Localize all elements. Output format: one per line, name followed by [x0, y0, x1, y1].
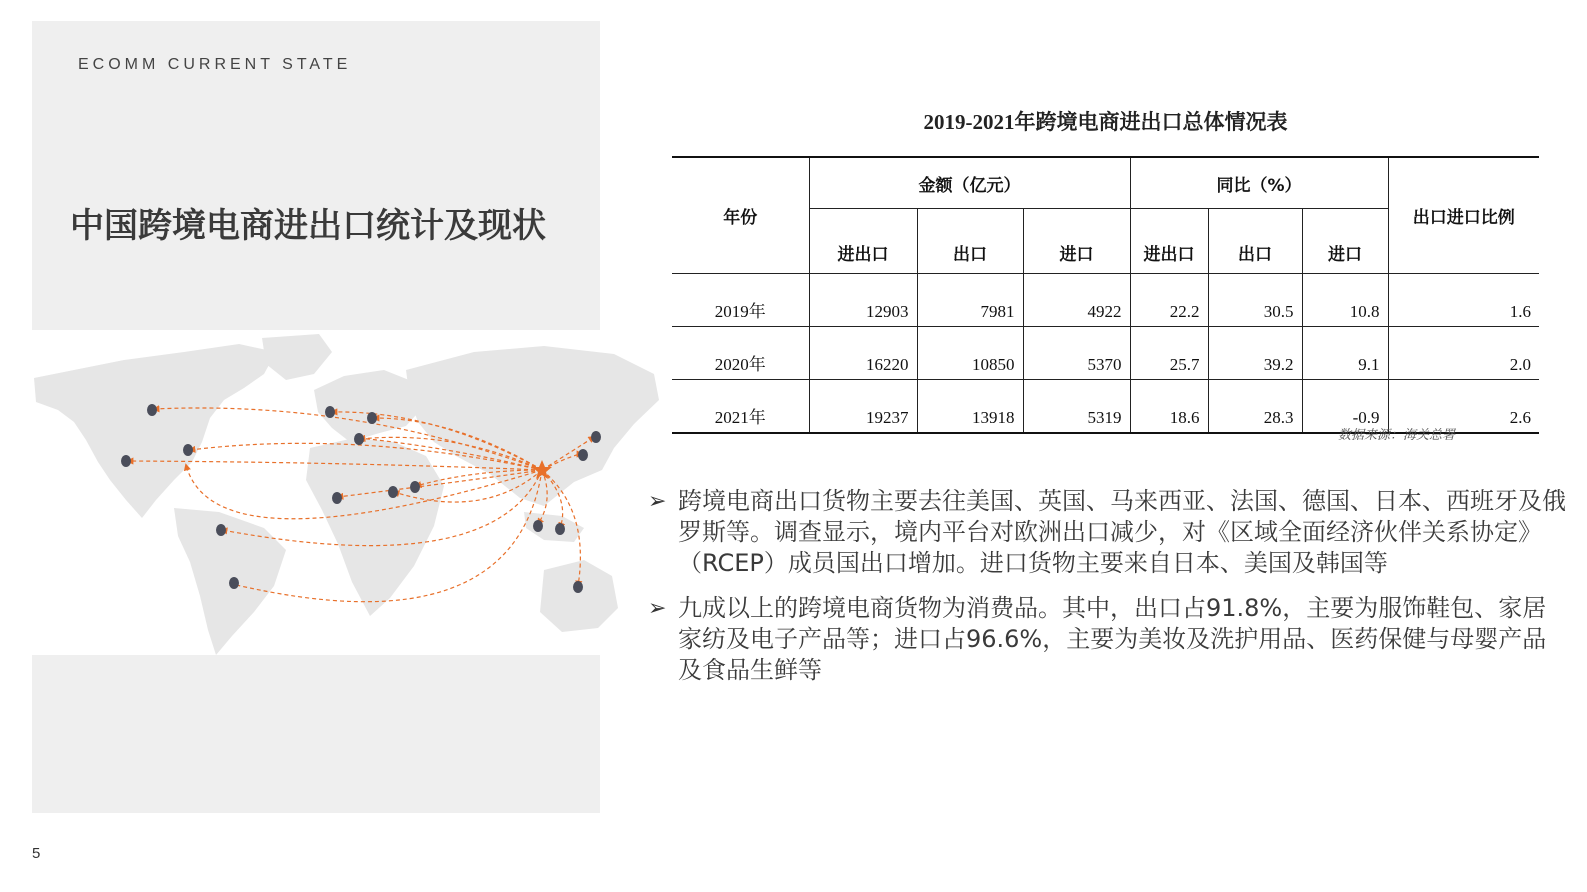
- header-amount-import: 进口: [1023, 209, 1130, 274]
- header-ratio: 出口进口比例: [1388, 157, 1539, 274]
- cell-export: 13918: [917, 380, 1023, 434]
- cell-total: 12903: [809, 274, 917, 327]
- cell-import: 5370: [1023, 327, 1130, 380]
- bottom-panel: [32, 655, 600, 813]
- cell-ratio: 1.6: [1388, 274, 1539, 327]
- cell-year: 2020年: [672, 327, 809, 380]
- cell-total: 19237: [809, 380, 917, 434]
- cell-import: 4922: [1023, 274, 1130, 327]
- australia: [540, 560, 618, 632]
- header-yoy-import: 进口: [1302, 209, 1388, 274]
- cell-yoy-total: 18.6: [1130, 380, 1208, 434]
- cell-import: 5319: [1023, 380, 1130, 434]
- bullet-text: 跨境电商出口货物主要去往美国、英国、马来西亚、法国、德国、日本、西班牙及俄罗斯等。调查显示，境内平台对欧洲出口减少，对《区域全面经济伙伴关系协定》（RCEP）成员国出口增加。进口货物主要来自日本、美国及韩国等: [678, 487, 1566, 577]
- table-title: 2019-2021年跨境电商进出口总体情况表: [923, 110, 1288, 134]
- cell-year: 2021年: [672, 380, 809, 434]
- cell-ratio: 2.0: [1388, 327, 1539, 380]
- section-kicker: ECOMM CURRENT STATE: [78, 56, 352, 73]
- cell-year: 2019年: [672, 274, 809, 327]
- continents: [34, 334, 659, 655]
- header-yoy-export: 出口: [1208, 209, 1302, 274]
- page-title: 中国跨境电商进出口统计及现状: [70, 206, 546, 246]
- world-trade-map: [14, 330, 667, 655]
- header-amount-export: 出口: [917, 209, 1023, 274]
- cell-yoy-export: 28.3: [1208, 380, 1302, 434]
- header-year: 年份: [672, 157, 809, 274]
- cell-yoy-export: 39.2: [1208, 327, 1302, 380]
- list-item: [648, 486, 1568, 579]
- header-amount-total: 进出口: [809, 209, 917, 274]
- cell-export: 7981: [917, 274, 1023, 327]
- asia: [406, 346, 659, 506]
- arrow-bullet-icon: ➢: [648, 489, 667, 514]
- cell-export: 10850: [917, 327, 1023, 380]
- page-number: 5: [32, 845, 41, 862]
- list-item: [648, 593, 1568, 686]
- header-yoy: 同比（%）: [1130, 157, 1388, 209]
- bullet-list: [648, 486, 1568, 700]
- cell-yoy-export: 30.5: [1208, 274, 1302, 327]
- cell-yoy-import: -0.9: [1302, 380, 1388, 434]
- cell-yoy-total: 25.7: [1130, 327, 1208, 380]
- trade-stats-table: [672, 156, 1539, 434]
- table-row: [672, 274, 1539, 327]
- cell-yoy-import: 10.8: [1302, 274, 1388, 327]
- southeast-asia: [524, 512, 584, 542]
- africa: [306, 438, 444, 616]
- cell-total: 16220: [809, 327, 917, 380]
- cell-ratio: 2.6: [1388, 380, 1539, 434]
- bullet-text: 九成以上的跨境电商货物为消费品。其中，出口占91.8%，主要为服饰鞋包、家居家纺及电子产品等；进口占96.6%，主要为美妆及洗护用品、医药保健与母婴产品及食品生鲜等: [678, 594, 1547, 684]
- data-source-note: 数据来源：海关总署: [1338, 428, 1456, 443]
- header-yoy-total: 进出口: [1130, 209, 1208, 274]
- header-amount: 金额（亿元）: [809, 157, 1130, 209]
- north-america: [34, 344, 276, 518]
- cell-yoy-import: 9.1: [1302, 327, 1388, 380]
- table-row: [672, 327, 1539, 380]
- cell-yoy-total: 22.2: [1130, 274, 1208, 327]
- greenland: [262, 334, 332, 380]
- arrow-bullet-icon: ➢: [648, 596, 667, 621]
